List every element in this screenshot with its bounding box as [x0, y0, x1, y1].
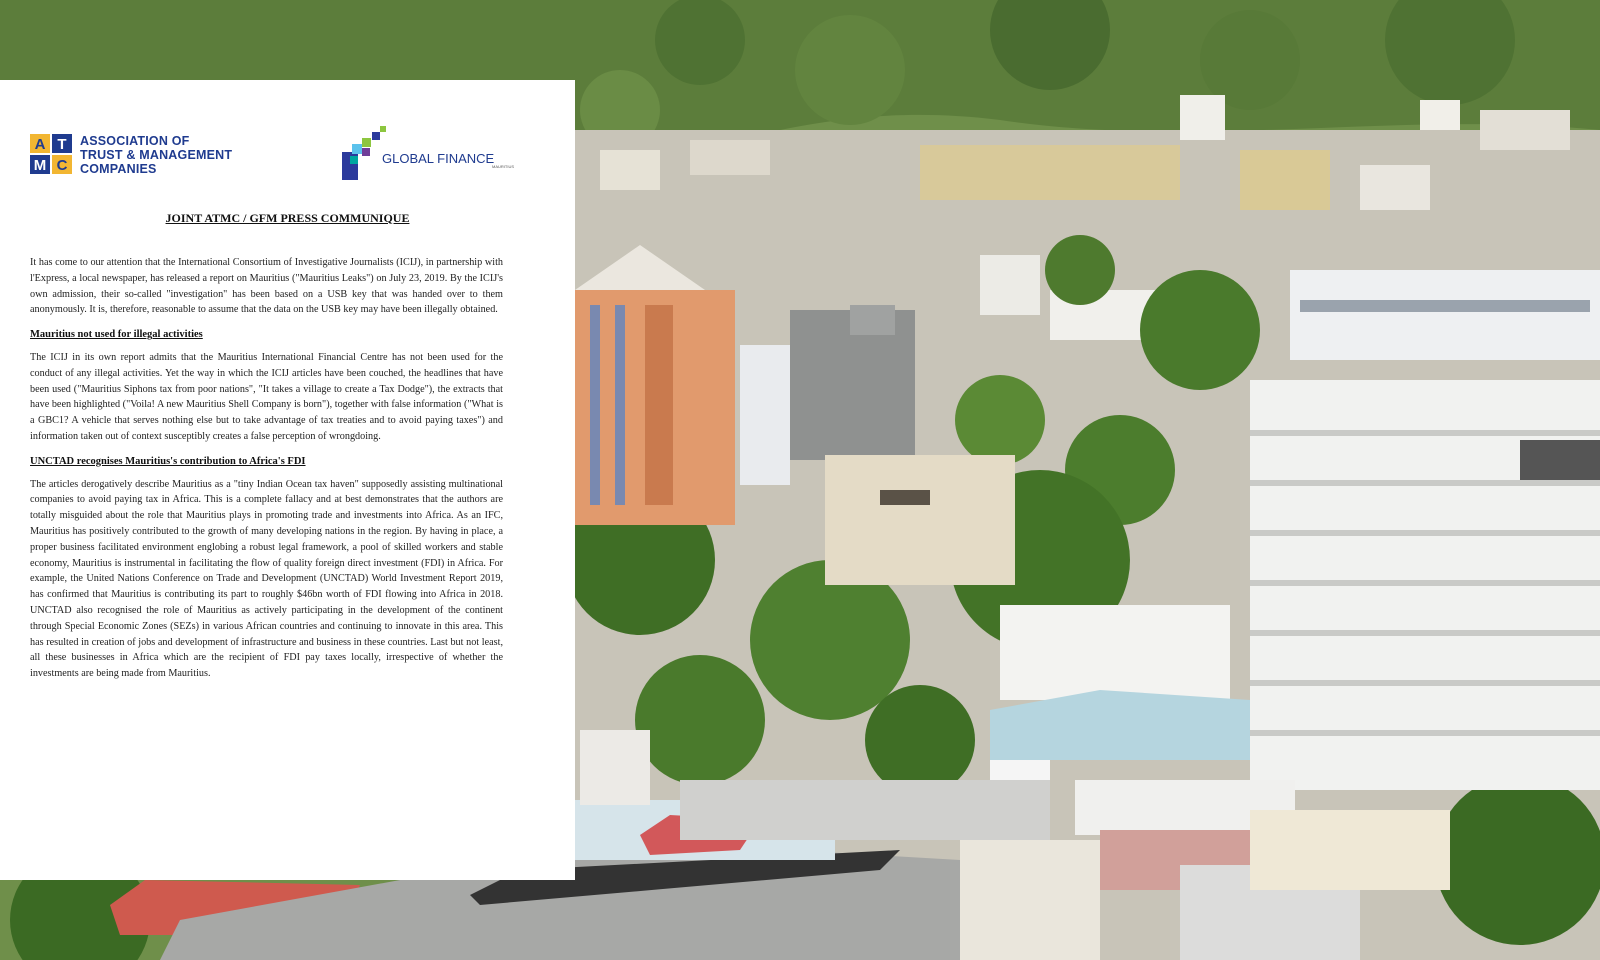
global-finance-subtitle: MAURITIUS [492, 164, 514, 169]
atmc-letter-a: A [34, 136, 46, 153]
atmc-name [80, 134, 232, 176]
global-finance-name: GLOBAL FINANCE [382, 151, 495, 166]
section-text-unctad: The articles derogatively describe Mauritius as a "tiny Indian Ocean tax haven" supposedly assisting multinational companies to avoid paying tax in Africa. This is a complete fallacy and at best demonstrates that the authors are totally misguided about the role that Mauritius plays in promoting trade and investments into Africa. As an IFC, Mauritius has positively contributed to the growth of many developing nations in the region. By having in place, a proper business facilitated environment englobing a robust legal framework, a pool of skilled workers and stable economy, Mauritius is instrumental in facilitating the flow of quality foreign direct investment (FDI) in Africa. For example, the United Nations Conference on Trade and Development (UNCTAD) World Investment Report 2019, has confirmed that Mauritius is contributing its part to roughly $46bn worth of FDI flowing into Africa in 2018. UNCTAD also recognised the role of Mauritius as actively participating in the development of the continent through Special Economic Zones (SEZs) in various African countries and continuing to innovate in this area. This has resulted in creation of jobs and development of infrastructure and business in these countries. Last but not least, all these businesses in Africa which are the recipient of FDI pay taxes locally, irrespective of whether the investments are being made from Mauritius. [30, 478, 503, 680]
atmc-letter-c: C [56, 157, 68, 174]
atmc-name-line-3: COMPANIES [80, 162, 157, 176]
section-heading-unctad: UNCTAD recognises Mauritius's contribution to Africa's FDI [30, 455, 306, 467]
atmc-logo-icon [30, 134, 72, 174]
document-title: JOINT ATMC / GFM PRESS COMMUNIQUE [165, 211, 410, 225]
document-body [30, 255, 503, 691]
logos-row [30, 132, 550, 202]
atmc-letter-t: T [57, 136, 67, 153]
atmc-letter-m: M [33, 157, 47, 174]
section-text-illegal-activities: The ICIJ in its own report admits that the Mauritius International Financial Centre has not been used for the conduct of any illegal activities. Yet the way in which the ICIJ articles have been couched, the headlines that have been used ("Mauritius Siphons tax from poor nations", "It takes a village to create a Tax Dodge"), the extracts that have been highlighted ("Voila! A new Mauritius Shell Company is born"), together with false information ("What is a GBC1? A vehicle that serves nothing else but to take advantage of tax treaties and to avoid paying taxes") and information taken out of context susceptibly creates a false perception of wrongdoing. [30, 351, 503, 442]
intro-paragraph: It has come to our attention that the International Consortium of Investigative Journalists (ICIJ), in partnership with l'Express, a local newspaper, has released a report on Mauritius ("Mauritius Leaks") on July 23, 2019. By the ICIJ's own admission, their so-called "investigation" has been based on a USB key that was handed over to them anonymously. It is, therefore, reasonable to assume that the data on the USB key may have been illegally obtained. [30, 257, 503, 316]
atmc-name-line-1: ASSOCIATION OF [80, 134, 190, 148]
section-heading-illegal-activities: Mauritius not used for illegal activities [30, 329, 203, 341]
atmc-name-line-2: TRUST & MANAGEMENT [80, 148, 233, 162]
press-communique-document [0, 80, 575, 880]
